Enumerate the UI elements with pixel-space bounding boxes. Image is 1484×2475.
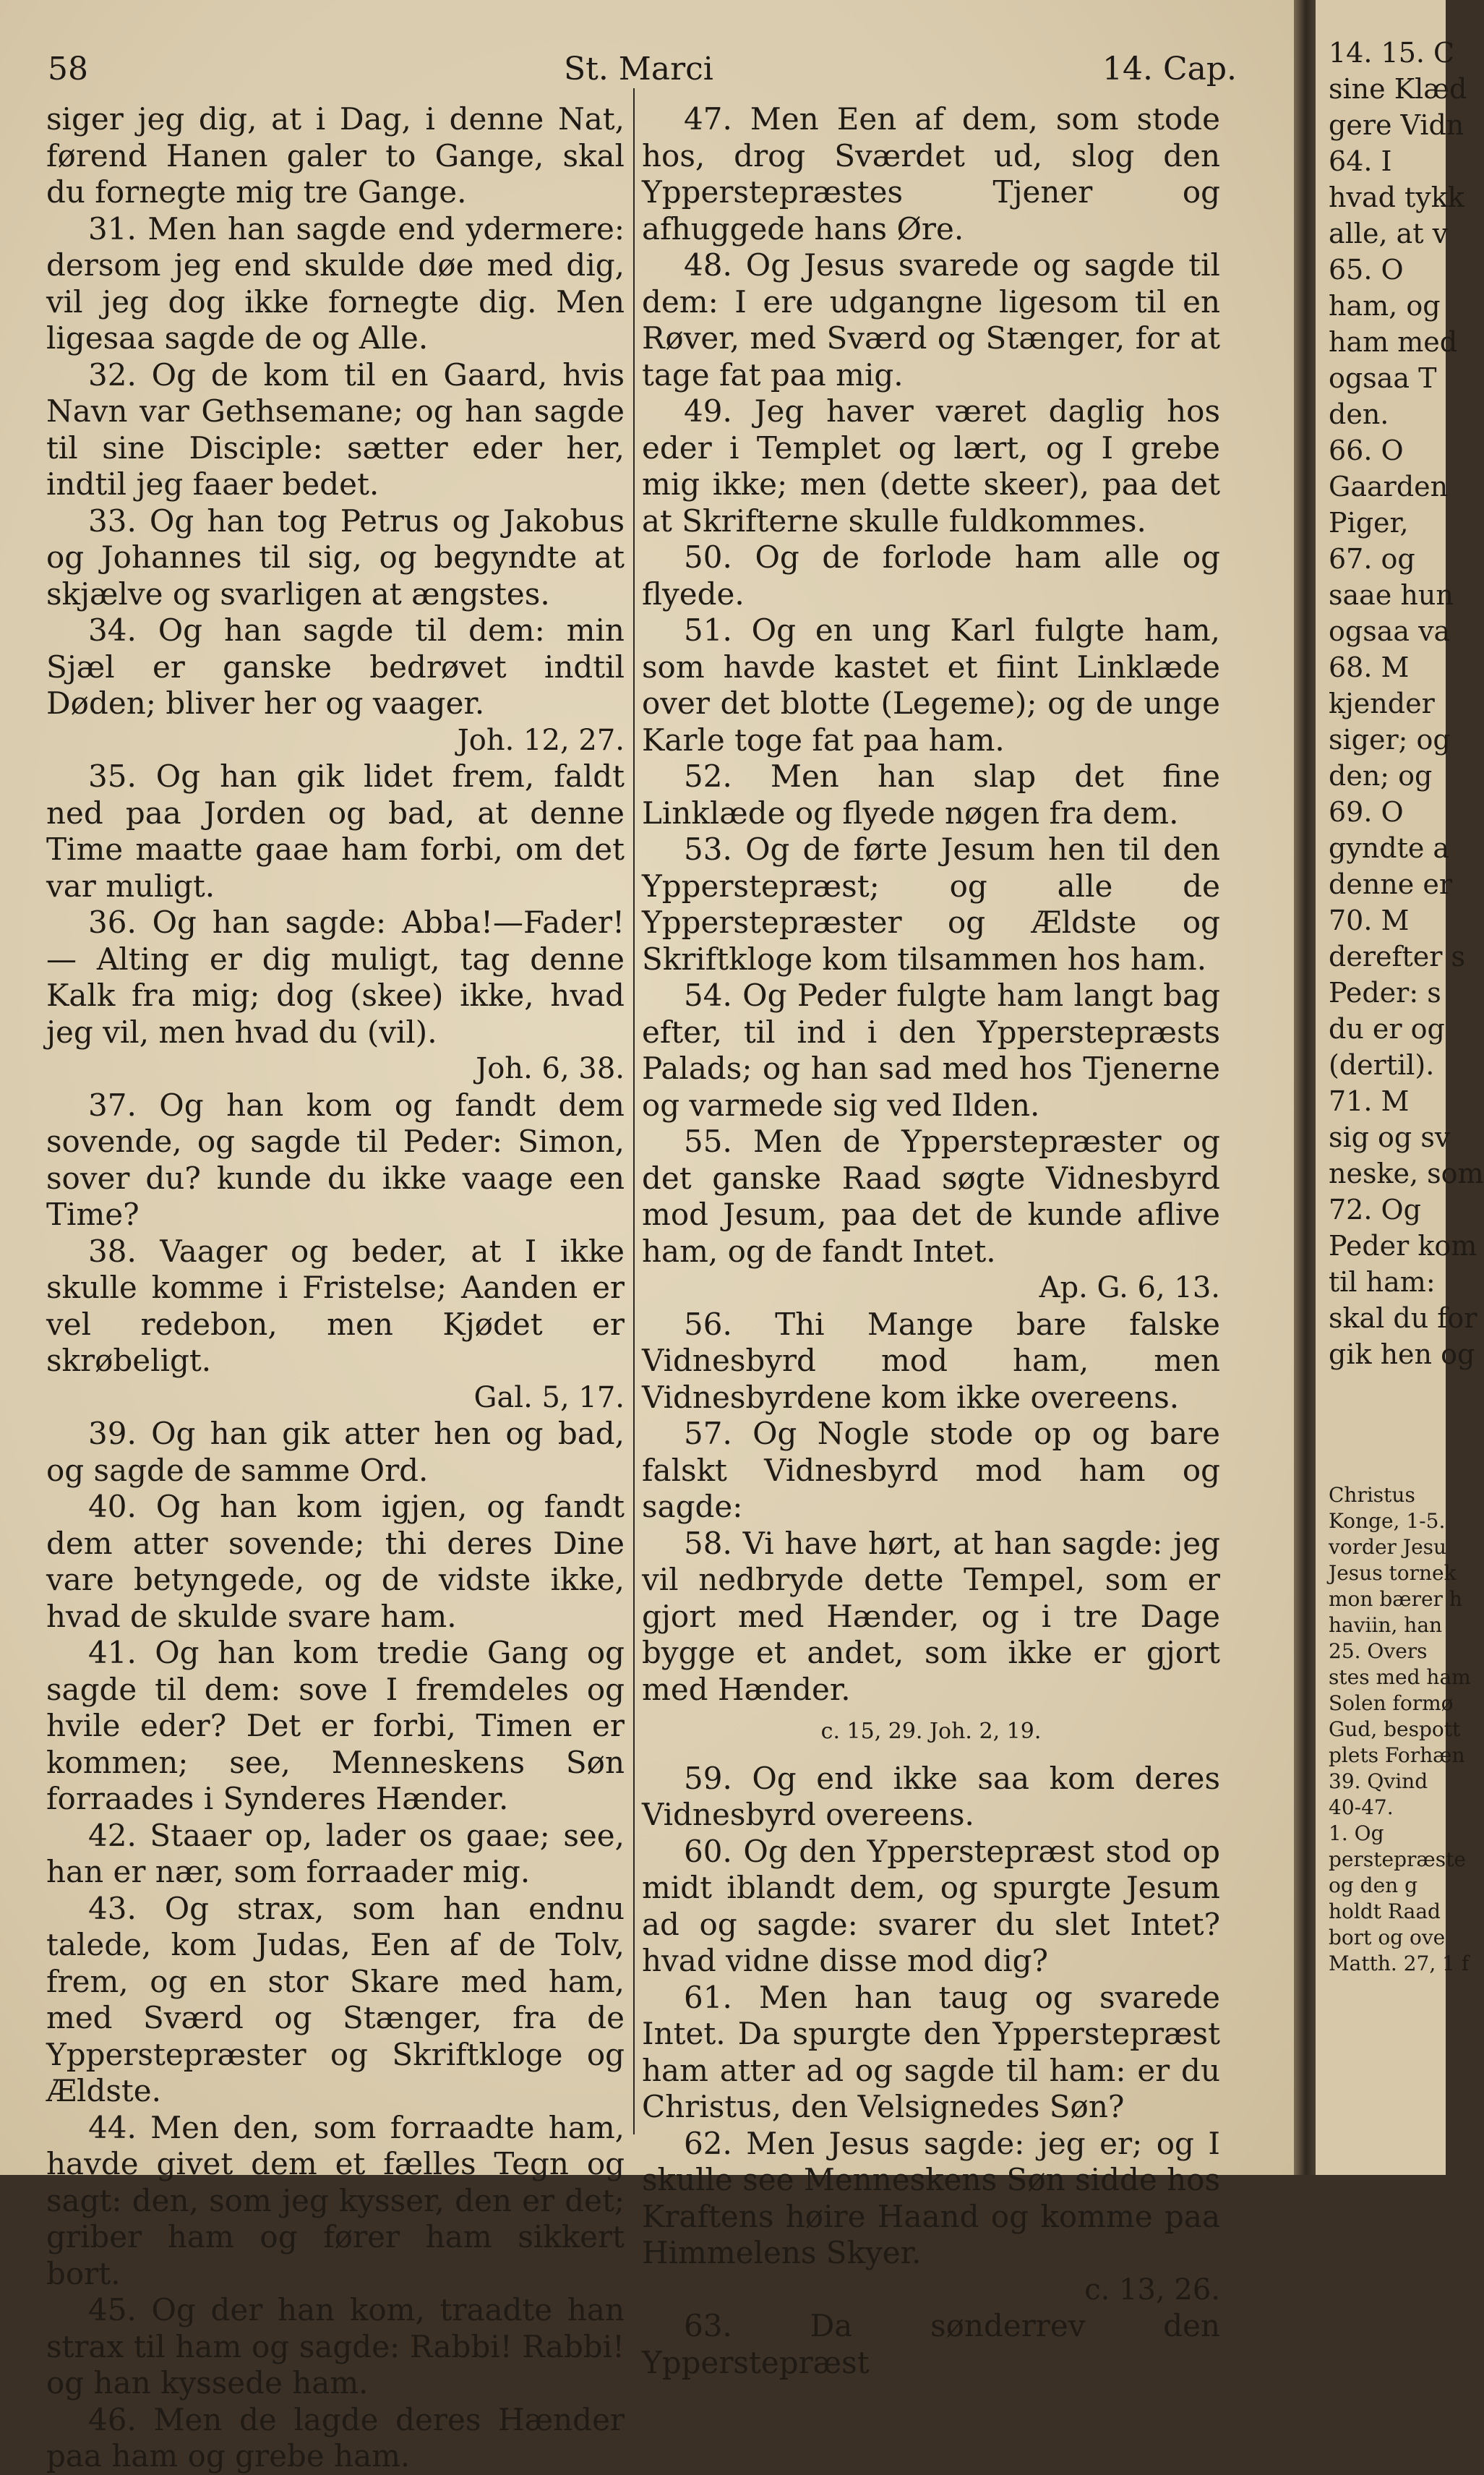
next-page-fragment: Peder: s [1329, 977, 1441, 1009]
verse: 62. Men Jesus sagde: jeg er; og I skulle see Menneskens Søn sidde hos Kraftens høire Haand og komme paa Himmelens Skyer. [642, 2125, 1220, 2270]
next-page-fragment: stes med ham [1329, 1665, 1471, 1689]
next-page-fragment: siger; og [1329, 724, 1451, 756]
cross-reference: Joh. 12, 27. [457, 723, 625, 757]
running-title: St. Marci [564, 51, 713, 87]
verse: 38. Vaager og beder, at I ikke skulle komme i Fristelse; Aanden er vel redebon, men Kjødet er skrøbeligt. [46, 1233, 625, 1378]
next-page-fragment: hvad tykk [1329, 181, 1464, 213]
next-page-fragment: gyndte a [1329, 832, 1450, 864]
next-page-fragment: derefter s [1329, 941, 1466, 973]
next-page-fragment: ham, og [1329, 290, 1441, 322]
next-page-fragment: Peder kom [1329, 1230, 1477, 1262]
next-page-fragment: vorder Jesu [1329, 1535, 1447, 1559]
verse: 50. Og de forlode ham alle og flyede. [642, 539, 1220, 612]
cross-reference: Ap. G. 6, 13. [1039, 1271, 1220, 1304]
verse: 49. Jeg haver været daglig hos eder i Templet og lært, og I grebe mig ikke; men (dette skeer), paa det at Skrifterne skulle fuldkommes. [642, 393, 1220, 539]
next-page-fragment: du er og [1329, 1013, 1445, 1045]
verse: 40. Og han kom igjen, og fandt dem atter sovende; thi deres Dine vare betyngede, og de vidste ikke, hvad de skulde svare ham. [46, 1489, 625, 1634]
verse: 37. Og han kom og fandt dem sovende, og sagde til Peder: Simon, sover du? kunde du ikke vaage een Time? [46, 1087, 625, 1232]
verse: 36. Og han sagde: Abba!—Fader!— Alting er dig muligt, tag denne Kalk fra mig; dog (skee) ikke, hvad jeg vil, men hvad du (vil). [46, 905, 625, 1050]
column-divider [633, 88, 635, 2134]
verse: 41. Og han kom tredie Gang og sagde til dem: sove I fremdeles og hvile eder? Det er forbi, Timen er kommen; see, Menneskens Søn forraades i Synderes Hænder. [46, 1635, 625, 1816]
verse: 48. Og Jesus svarede og sagde til dem: I ere udgangne ligesom til en Røver, med Sværd og Stænger, for at tage fat paa mig. [642, 247, 1220, 393]
verse: 46. Men de lagde deres Hænder paa ham og grebe ham. [46, 2401, 625, 2474]
next-page-fragment: ham med [1329, 326, 1458, 358]
next-page-fragment: Christus [1329, 1483, 1415, 1507]
next-page-fragment: haviin, han [1329, 1613, 1443, 1637]
next-page-fragment: bort og ove [1329, 1925, 1446, 1949]
next-page-fragment: og den g [1329, 1873, 1418, 1897]
next-page-fragment: holdt Raad [1329, 1899, 1441, 1923]
next-page-fragment: plets Forhæn [1329, 1743, 1465, 1767]
verse: 54. Og Peder fulgte ham langt bag efter, til ind i den Ypperstepræsts Palads; og han sad med hos Tjenerne og varmede sig ved Ilden. [642, 978, 1220, 1123]
next-page-fragment: kjender [1329, 688, 1435, 719]
next-page-fragment: sine Klæd [1329, 73, 1467, 105]
next-page-fragment: gik hen og [1329, 1338, 1475, 1370]
verse: 52. Men han slap det fine Linklæde og flyede nøgen fra dem. [642, 758, 1220, 831]
verse: 59. Og end ikke saa kom deres Vidnesbyrd overeens. [642, 1760, 1220, 1832]
next-page-fragment: til ham: [1329, 1266, 1436, 1298]
chapter-label: 14. Cap. [1102, 51, 1238, 87]
right-column [642, 101, 1220, 2381]
verse: 56. Thi Mange bare falske Vidnesbyrd mod ham, men Vidnesbyrdene kom ikke overeens. [642, 1306, 1220, 1415]
next-page-fragment: 65. O [1329, 254, 1404, 286]
next-page-fragment: den; og [1329, 760, 1433, 792]
verse: 33. Og han tog Petrus og Jakobus og Johannes til sig, og begyndte at skjælve og svarligen at ængstes. [46, 503, 625, 612]
verse: 39. Og han gik atter hen og bad, og sagde de samme Ord. [46, 1416, 625, 1488]
cross-reference: Joh. 6, 38. [476, 1052, 625, 1085]
next-page-fragment: alle, at v [1329, 218, 1449, 249]
next-page-fragment: ogsaa T [1329, 362, 1437, 394]
verse: 45. Og der han kom, traadte han strax til ham og sagde: Rabbi! Rabbi! og han kyssede ham. [46, 2292, 625, 2401]
verse: 61. Men han taug og svarede Intet. Da spurgte den Ypperstepræst ham atter ad og sagde til ham: er du Christus, den Velsignedes Søn? [642, 1979, 1220, 2124]
next-page-fragment: 67. og [1329, 543, 1415, 575]
next-page-fragment: 68. M [1329, 651, 1410, 683]
book-gutter [1294, 0, 1316, 2175]
next-page-fragment: 66. O [1329, 435, 1404, 466]
next-page-fragment: saae hun [1329, 579, 1454, 611]
next-page-fragment: mon bærer h [1329, 1587, 1462, 1611]
next-page-fragment: Jesus tornek [1329, 1561, 1457, 1585]
verse: 44. Men den, som forraadte ham, havde givet dem et fælles Tegn og sagt: den, som jeg kysser, den er det; griber ham og fører ham sikkert bort. [46, 2109, 625, 2291]
next-page-edge [1316, 0, 1484, 2175]
verse: 58. Vi have hørt, at han sagde: jeg vil nedbryde dette Tempel, som er gjort med Hænder, og i tre Dage bygge et andet, som ikke er gjort med Hænder. [642, 1525, 1220, 1707]
verse: 32. Og de kom til en Gaard, hvis Navn var Gethsemane; og han sagde til sine Disciple: sætter eder her, indtil jeg faaer bedet. [46, 356, 625, 502]
left-column [46, 101, 625, 2475]
next-page-fragment: Gaarden [1329, 471, 1449, 503]
verse: 63. Da sønderrev den Ypperstepræst [642, 2308, 1220, 2380]
cross-reference-line: c. 15, 29. Joh. 2, 19. [820, 1719, 1042, 1744]
verse: 42. Staaer op, lader os gaae; see, han er nær, som forraader mig. [46, 1817, 625, 1889]
next-page-fragment: (dertil). [1329, 1049, 1435, 1081]
next-page-fragment: ogsaa va [1329, 615, 1451, 647]
verse: 43. Og strax, som han endnu talede, kom Judas, Een af de Tolv, frem, og en stor Skare med ham, med Sværd og Stænger, fra de Ypperstepræster og Skriftkloge og Ældste. [46, 1890, 625, 2108]
next-page-fragment: 70. M [1329, 905, 1410, 936]
next-page-fragment: Matth. 27, 1 f [1329, 1952, 1470, 1975]
next-page-fragment: 14. 15. C [1329, 37, 1455, 69]
verse: 31. Men han sagde end ydermere: dersom jeg end skulde døe med dig, vil jeg dog ikke fornegte dig. Men ligesaa sagde de og Alle. [46, 210, 625, 356]
verse: 57. Og Nogle stode op og bare falskt Vidnesbyrd mod ham og sagde: [642, 1416, 1220, 1524]
next-page-fragment: perstepræste [1329, 1847, 1466, 1871]
next-page-fragment: sig og sv [1329, 1121, 1451, 1153]
next-page-notes [1329, 1482, 1471, 1977]
next-page-fragment: 64. I [1329, 145, 1392, 177]
cross-reference: c. 13, 26. [1084, 2273, 1220, 2307]
next-page-fragment: 40-47. [1329, 1795, 1394, 1819]
next-page-fragment: gere Vidn [1329, 109, 1464, 141]
next-page-fragment: 69. O [1329, 796, 1404, 828]
verse: 53. Og de førte Jesum hen til den Ypperstepræst; og alle de Ypperstepræster og Ældste og Skriftkloge kom tilsammen hos ham. [642, 832, 1220, 977]
next-page-fragment: 71. M [1329, 1085, 1410, 1117]
next-page-fragment: neske, som [1329, 1158, 1484, 1189]
verse: 35. Og han gik lidet frem, faldt ned paa Jorden og bad, at denne Time maatte gaae ham forbi, om det var muligt. [46, 758, 625, 904]
next-page-fragment: 1. Og [1329, 1821, 1384, 1845]
verse: 47. Men Een af dem, som stode hos, drog Sværdet ud, slog den Ypperstepræstes Tjener og afhuggede hans Øre. [642, 101, 1220, 247]
next-page-fragment: Gud, bespott [1329, 1717, 1461, 1741]
next-page-verses [1329, 35, 1484, 1372]
next-page-fragment: 25. Overs [1329, 1639, 1428, 1663]
verse-continuation: siger jeg dig, at i Dag, i denne Nat, førend Hanen galer to Gange, skal du fornegte mig tre Gange. [46, 101, 625, 210]
verse: 60. Og den Ypperstepræst stod op midt iblandt dem, og spurgte Jesum ad og sagde: svarer du slet Intet? hvad vidne disse mod dig? [642, 1833, 1220, 1978]
next-page-fragment: Solen formø [1329, 1691, 1454, 1715]
next-page-fragment: Konge, 1-5. [1329, 1509, 1446, 1533]
next-page-fragment: 72. Og [1329, 1194, 1421, 1226]
next-page-fragment: 39. Qvind [1329, 1769, 1428, 1793]
next-page-fragment: denne er [1329, 868, 1452, 900]
verse: 55. Men de Ypperstepræster og det ganske Raad søgte Vidnesbyrd mod Jesum, paa det de kunde aflive ham, og de fandt Intet. [642, 1124, 1220, 1269]
page-number: 58 [48, 51, 88, 87]
next-page-fragment: den. [1329, 398, 1389, 430]
next-page-fragment: skal du for [1329, 1302, 1477, 1334]
verse: 51. Og en ung Karl fulgte ham, som havde kastet et fiint Linklæde over det blotte (Legeme); og de unge Karle toge fat paa ham. [642, 612, 1220, 758]
next-page-fragment: Piger, [1329, 507, 1409, 539]
verse: 34. Og han sagde til dem: min Sjæl er ganske bedrøvet indtil Døden; bliver her og vaager. [46, 612, 625, 721]
cross-reference: Gal. 5, 17. [473, 1380, 625, 1414]
